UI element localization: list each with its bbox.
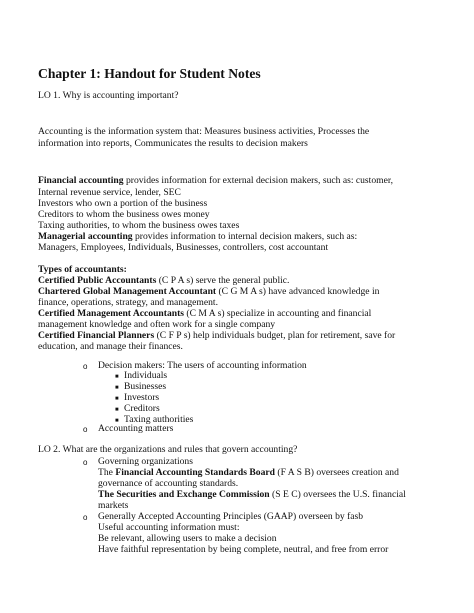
dm-list-item: Creditors [124,403,160,414]
relevant-line: Be relevant, allowing users to make a decision [98,533,277,544]
sec-text: (S E C) oversees the U.S. financial [269,489,406,500]
dm-list-item: Individuals [124,370,168,381]
fasb-line [98,467,399,478]
managerial-accounting-line-2: Managers, Employees, Individuals, Businesses, controllers, cost accountant [38,242,329,253]
cpa-term: Certified Public Accountants [38,275,157,286]
dm-list-item: Businesses [124,381,167,392]
cgma-text: (C G M A s) have advanced knowledge in [216,286,380,297]
square-bullet-icon: ■ [115,374,119,380]
cgma-line [38,286,379,297]
financial-accounting-line-4: Creditors to whom the business owes money [38,209,210,220]
cfp-text: (C F P s) help individuals budget, plan for retirement, save for [154,330,396,341]
sec-line-2: markets [98,500,129,511]
square-bullet-icon: ■ [115,407,119,413]
accounting-matters-item: Accounting matters [98,423,174,434]
types-heading [38,264,127,275]
cfp-term: Certified Financial Planners [38,330,155,341]
fasb-term: Financial Accounting Standards Board [115,467,275,478]
fasb-text: (F A S B) oversees creation and [275,467,399,478]
faithful-line: Have faithful representation by being complete, neutral, and free from error [98,544,389,555]
dm-list-item: Investors [124,392,160,403]
circle-bullet-icon: o [83,513,88,522]
sec-term: The Securities and Exchange Commission [98,489,270,500]
financial-accounting-line-3: Investors who own a portion of the business [38,198,208,209]
gaap-item: Generally Accepted Accounting Principles (GAAP) overseen by fasb [98,511,364,522]
square-bullet-icon: ■ [115,385,119,391]
lo1-heading: LO 1. Why is accounting important? [38,90,179,101]
managerial-accounting-line [38,231,357,242]
square-bullet-icon: ■ [115,396,119,402]
fasb-prefix: The [98,467,116,478]
cfp-line [38,330,395,341]
financial-accounting-line-2: Internal revenue service, lender, SEC [38,187,181,198]
financial-accounting-term: Financial accounting [38,175,124,186]
cma-text: (C M A s) specialize in accounting and financial [184,308,372,319]
circle-bullet-icon: o [83,458,88,467]
dm-list-item: Taxing authorities [124,414,194,425]
financial-accounting-line [38,175,393,186]
types-heading-text: Types of accountants: [38,264,127,275]
cgma-term: Chartered Global Management Accountant [38,286,217,297]
managerial-accounting-text: provides information to internal decision makers, such as: [132,231,358,242]
cma-line [38,308,371,319]
governing-organizations-item: Governing organizations [98,456,193,467]
cgma-line-2: finance, operations, strategy, and management. [38,297,218,308]
square-bullet-icon: ■ [115,418,119,424]
financial-accounting-line-5: Taxing authorities, to whom the business owes taxes [38,220,240,231]
useful-info-line: Useful accounting information must: [98,522,240,533]
managerial-accounting-term: Managerial accounting [38,231,133,242]
financial-accounting-text: provides information for external decision makers, such as: customer, [123,175,394,186]
cma-term: Certified Management Accountants [38,308,185,319]
lo2-heading: LO 2. What are the organizations and rules that govern accounting? [38,444,298,455]
circle-bullet-icon: o [83,362,88,371]
sec-line [98,489,406,500]
page-title: Chapter 1: Handout for Student Notes [38,66,261,81]
definition-line-1: Accounting is the information system that: Measures business activities, Processes the [38,126,370,137]
cfp-line-2: education, and manage their finances. [38,341,183,352]
decision-makers-item: Decision makers: The users of accounting information [98,360,307,371]
cpa-text: (C P A s) serve the general public. [156,275,290,286]
cma-line-2: management knowledge and often work for a single company [38,319,276,330]
circle-bullet-icon: o [83,425,88,434]
definition-line-2: information into reports, Communicates the results to decision makers [38,138,308,149]
fasb-line-2: governance of accounting standards. [98,478,239,489]
cpa-line [38,275,289,286]
